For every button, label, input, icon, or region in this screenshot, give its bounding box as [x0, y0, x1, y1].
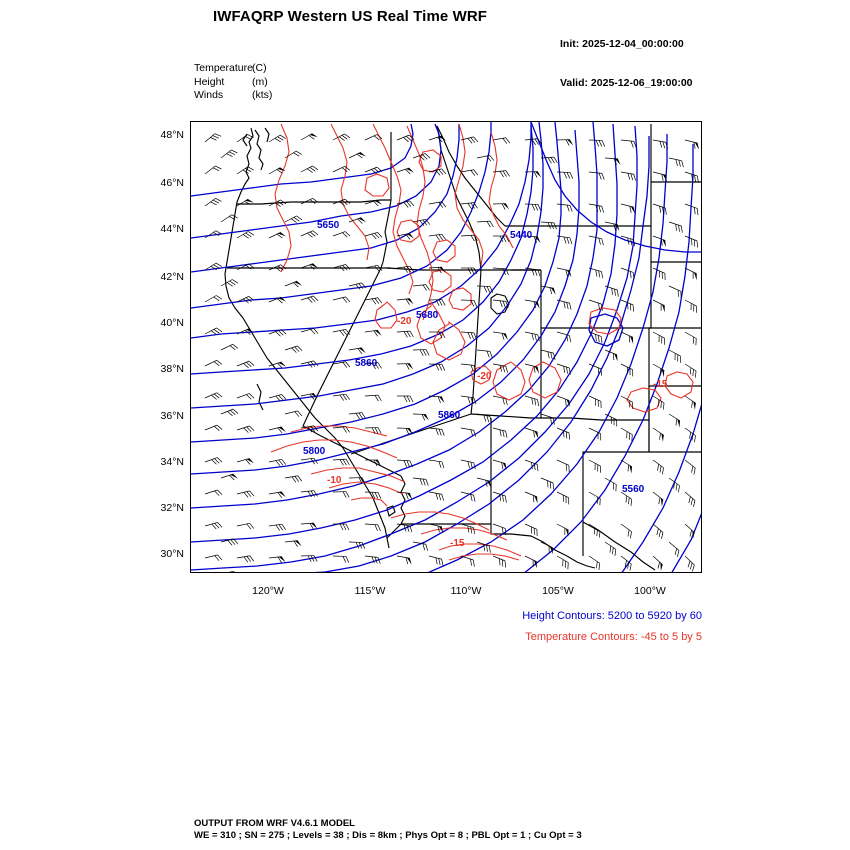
y-axis-tick: 42°N	[160, 271, 184, 283]
variable-name: Winds	[194, 89, 224, 101]
y-axis-tick: 32°N	[160, 502, 184, 514]
height-contour-legend: Height Contours: 5200 to 5920 by 60	[522, 610, 702, 622]
x-axis-tick: 100°W	[634, 585, 666, 597]
footer-line-1: OUTPUT FROM WRF V4.6.1 MODEL	[194, 818, 355, 829]
y-axis-tick: 48°N	[160, 129, 184, 141]
y-axis-tick: 40°N	[160, 317, 184, 329]
y-axis-tick: 38°N	[160, 363, 184, 375]
temperature-label: -15	[450, 538, 465, 549]
height-label: 5860	[355, 358, 378, 369]
variable-row	[194, 76, 272, 90]
temperature-label: -10	[327, 475, 342, 486]
init-valid-block	[560, 12, 693, 103]
valid-time: Valid: 2025-12-06_19:00:00	[560, 77, 693, 89]
height-label: 5680	[416, 310, 439, 321]
x-axis-tick: 115°W	[354, 585, 386, 597]
height-label: 5560	[622, 484, 645, 495]
contour-legend	[350, 606, 702, 648]
map-canvas	[191, 122, 702, 573]
y-axis-tick: 46°N	[160, 177, 184, 189]
height-label: 5440	[510, 230, 533, 241]
temperature-label: -20	[477, 371, 492, 382]
footer-line-2: WE = 310 ; SN = 275 ; Levels = 38 ; Dis = 8km ; Phys Opt = 8 ; PBL Opt = 1 ; Cu Opt = 3	[194, 830, 582, 841]
variable-row	[194, 62, 272, 76]
contour-labels	[303, 220, 668, 549]
x-axis-tick: 105°W	[542, 585, 574, 597]
init-time: Init: 2025-12-04_00:00:00	[560, 38, 684, 50]
variable-unit: (m)	[252, 75, 268, 88]
variable-legend	[194, 62, 272, 103]
variable-row	[194, 89, 272, 103]
height-label: 5860	[438, 410, 461, 421]
variable-name: Height	[194, 75, 225, 88]
weather-map-plot[interactable]	[190, 121, 702, 573]
y-axis-tick: 34°N	[160, 456, 184, 468]
height-label: 5650	[317, 220, 340, 231]
x-axis-tick: 110°W	[450, 585, 482, 597]
x-axis-tick: 120°W	[252, 585, 284, 597]
variable-name: Temperature	[194, 62, 253, 74]
y-axis-tick: 44°N	[160, 223, 184, 235]
variable-unit: (kts)	[252, 89, 273, 101]
y-axis-tick: 30°N	[160, 548, 184, 560]
height-contours	[191, 122, 702, 573]
page-title: IWFAQRP Western US Real Time WRF	[212, 8, 488, 25]
variable-unit: (C)	[252, 62, 267, 74]
temperature-label: -20	[397, 316, 412, 327]
wind-barbs	[205, 132, 701, 573]
temperature-label: -15	[653, 379, 668, 390]
height-label: 5800	[303, 446, 326, 457]
model-output-footer	[194, 818, 582, 842]
y-axis-tick: 36°N	[160, 410, 184, 422]
temperature-contour-legend: Temperature Contours: -45 to 5 by 5	[525, 631, 702, 643]
